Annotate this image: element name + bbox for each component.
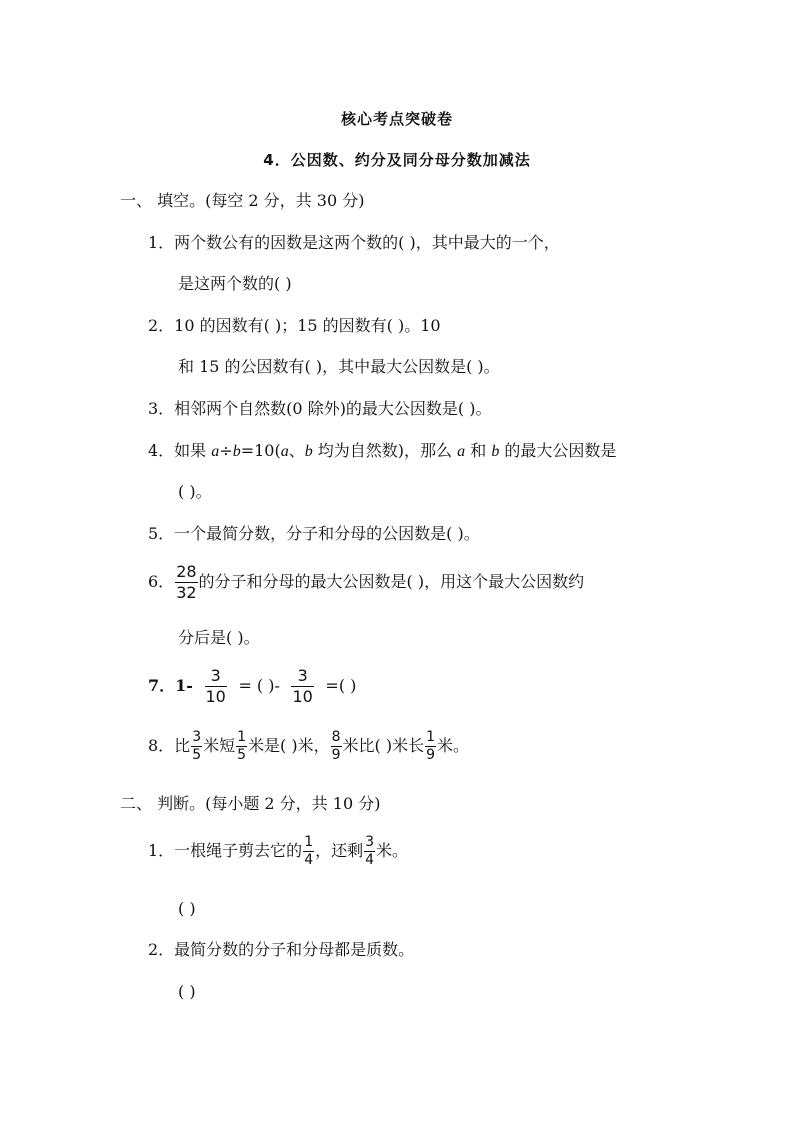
q8-prefix: 8．比 bbox=[148, 736, 191, 755]
q8-f3-numerator: 8 bbox=[331, 729, 341, 745]
page-title: 核心考点突破卷 bbox=[340, 110, 453, 128]
q8-f4-numerator: 1 bbox=[426, 729, 436, 745]
q7-fraction-2 bbox=[291, 666, 313, 707]
q8-f1-denominator: 5 bbox=[192, 747, 202, 763]
s2-q1-answer: ( ) bbox=[178, 899, 196, 918]
q8-text-3: 米比( )米长 bbox=[342, 736, 425, 755]
s2-q1-f1-denominator: 4 bbox=[304, 852, 314, 868]
q6-frac-denominator: 32 bbox=[176, 583, 197, 602]
q8-fraction-4 bbox=[425, 729, 436, 764]
s2-q1-suffix: 米。 bbox=[376, 841, 409, 860]
section2-heading: 二、 判断。(每小题 2 分，共 10 分) bbox=[120, 794, 381, 813]
q6-frac-numerator: 28 bbox=[176, 562, 197, 581]
q8-f2-denominator: 5 bbox=[237, 747, 247, 763]
q7-frac1-denominator: 10 bbox=[205, 687, 226, 706]
page-subtitle: 4．公因数、约分及同分母分数加减法 bbox=[263, 151, 531, 169]
q3-line1: 3．相邻两个自然数(0 除外)的最大公因数是( )。 bbox=[148, 399, 492, 418]
q4-mid1: =10( bbox=[240, 441, 281, 460]
q4-mid2: 、 bbox=[288, 441, 305, 460]
q4-line2: ( )。 bbox=[178, 482, 212, 501]
q8-fraction-3 bbox=[331, 729, 342, 764]
q8-text-4: 米。 bbox=[437, 736, 470, 755]
q2-line1: 2．10 的因数有( )；15 的因数有( )。10 bbox=[148, 316, 441, 335]
s2-q1-fraction-1 bbox=[303, 834, 314, 869]
q4-prefix: 4．如果 bbox=[148, 441, 212, 460]
q8-line1 bbox=[148, 729, 469, 764]
q4-var-b3: b bbox=[491, 443, 500, 460]
q8-text-1: 米短 bbox=[203, 736, 236, 755]
s2-q1-f2-denominator: 4 bbox=[365, 852, 375, 868]
q6-line1 bbox=[148, 562, 584, 603]
q7-fraction-1 bbox=[205, 666, 227, 707]
q4-var-a2: a bbox=[280, 443, 289, 460]
q7-frac2-denominator: 10 bbox=[292, 687, 313, 706]
q2-line2: 和 15 的公因数有( )，其中最大公因数是( )。 bbox=[178, 357, 500, 376]
q6-prefix: 6． bbox=[148, 572, 175, 591]
s2-q1-prefix: 1．一根绳子剪去它的 bbox=[148, 841, 303, 860]
q4-var-a3: a bbox=[457, 443, 466, 460]
q1-line1: 1．两个数公有的因数是这两个数的( )，其中最大的一个， bbox=[148, 233, 560, 252]
q6-fraction bbox=[175, 562, 197, 603]
q8-f4-denominator: 9 bbox=[426, 747, 436, 763]
q7-frac2-numerator: 3 bbox=[291, 666, 313, 687]
q4-var-a: a bbox=[211, 443, 220, 460]
q7-mid: = ( )- bbox=[238, 676, 280, 695]
q4-mid3: 均为自然数)，那么 bbox=[312, 441, 458, 460]
q7-line1 bbox=[148, 666, 356, 707]
q7-suffix: =( ) bbox=[325, 676, 357, 695]
q4-line1 bbox=[148, 441, 616, 462]
q4-suffix: 的最大公因数是 bbox=[499, 441, 617, 460]
q4-var-b: b bbox=[232, 443, 241, 460]
s2-q1-mid: ，还剩 bbox=[315, 841, 364, 860]
section1-heading: 一、 填空。(每空 2 分，共 30 分) bbox=[120, 191, 365, 210]
q7-prefix: 7．1- bbox=[148, 676, 193, 695]
s2-q1-f1-numerator: 1 bbox=[304, 834, 314, 850]
q4-div: ÷ bbox=[219, 441, 233, 460]
q7-frac1-numerator: 3 bbox=[205, 666, 227, 687]
s2-q1-fraction-2 bbox=[364, 834, 375, 869]
q8-text-2: 米是( )米， bbox=[248, 736, 330, 755]
q4-mid4: 和 bbox=[465, 441, 492, 460]
q4-var-b2: b bbox=[304, 443, 313, 460]
s2-q1-f2-numerator: 3 bbox=[365, 834, 375, 850]
q8-f1-numerator: 3 bbox=[192, 729, 202, 745]
q8-f2-numerator: 1 bbox=[237, 729, 247, 745]
q8-fraction-2 bbox=[236, 729, 247, 764]
s2-q1-line1 bbox=[148, 834, 408, 869]
s2-q2-line1: 2．最简分数的分子和分母都是质数。 bbox=[148, 940, 415, 959]
q6-line2: 分后是( )。 bbox=[178, 628, 260, 647]
q5-line1: 5．一个最简分数，分子和分母的公因数是( )。 bbox=[148, 524, 480, 543]
q8-fraction-1 bbox=[191, 729, 202, 764]
q8-f3-denominator: 9 bbox=[331, 747, 341, 763]
q6-suffix: 的分子和分母的最大公因数是( )，用这个最大公因数约 bbox=[198, 572, 585, 591]
q1-line2: 是这两个数的( ) bbox=[178, 274, 292, 293]
s2-q2-answer: ( ) bbox=[178, 982, 196, 1001]
